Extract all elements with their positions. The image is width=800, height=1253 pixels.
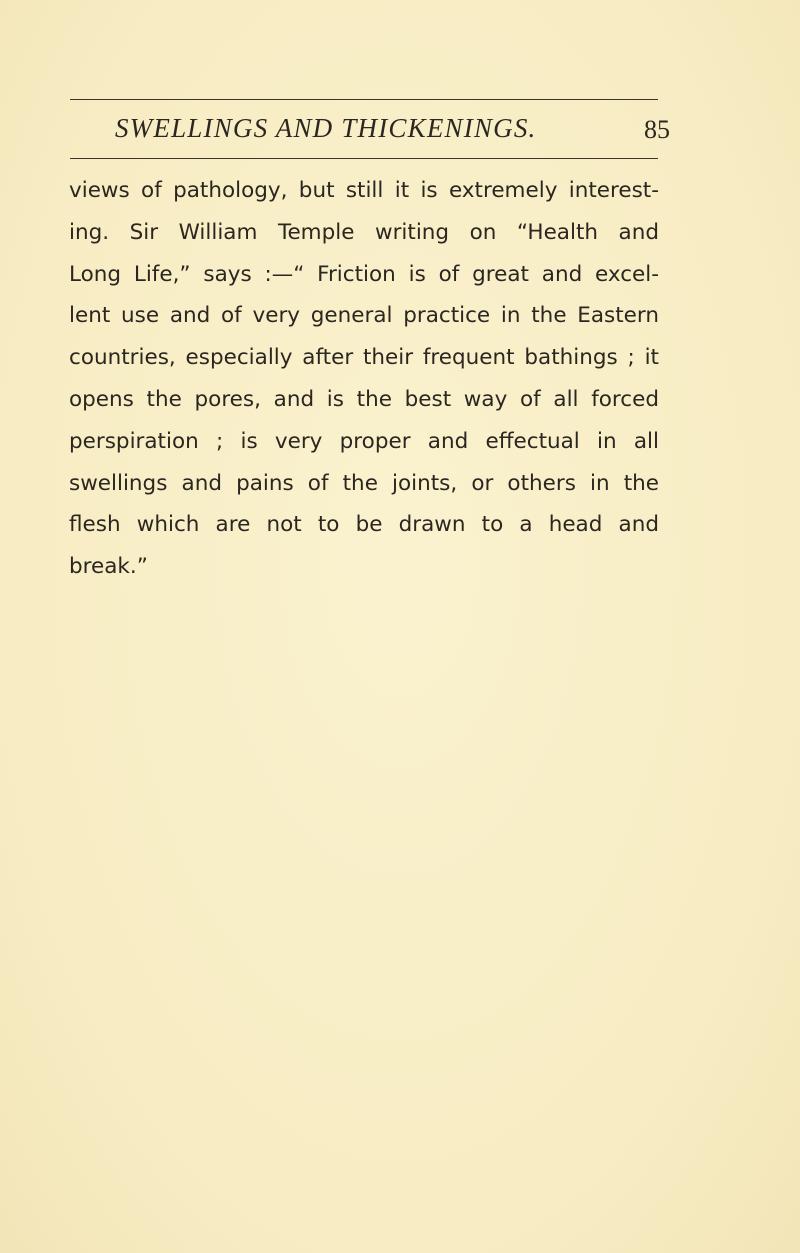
text-line: views of pathology, but still it is extremely interest- bbox=[69, 178, 659, 203]
running-title: SWELLINGS AND THICKENINGS. bbox=[115, 113, 537, 143]
header-bottom-rule bbox=[70, 158, 658, 159]
text-line: ing. Sir William Temple writing on “Health and bbox=[69, 219, 659, 245]
header-top-rule bbox=[70, 99, 658, 100]
text-line: lent use and of very general practice in the Eastern bbox=[69, 303, 659, 329]
text-line: opens the pores, and is the best way of all forced bbox=[69, 386, 659, 412]
page-header bbox=[70, 113, 670, 149]
page-number: 85 bbox=[644, 115, 670, 144]
text-line: Long Life,” says :—“ Friction is of great and excel- bbox=[69, 261, 659, 287]
text-line: flesh which are not to be drawn to a head and bbox=[69, 512, 659, 538]
text-line: countries, especially after their frequent bathings ; it bbox=[69, 345, 659, 371]
text-line: break.” bbox=[69, 554, 148, 580]
text-line: perspiration ; is very proper and effectual in all bbox=[69, 428, 659, 454]
body-text bbox=[69, 170, 659, 588]
text-line: swellings and pains of the joints, or others in the bbox=[69, 470, 659, 496]
